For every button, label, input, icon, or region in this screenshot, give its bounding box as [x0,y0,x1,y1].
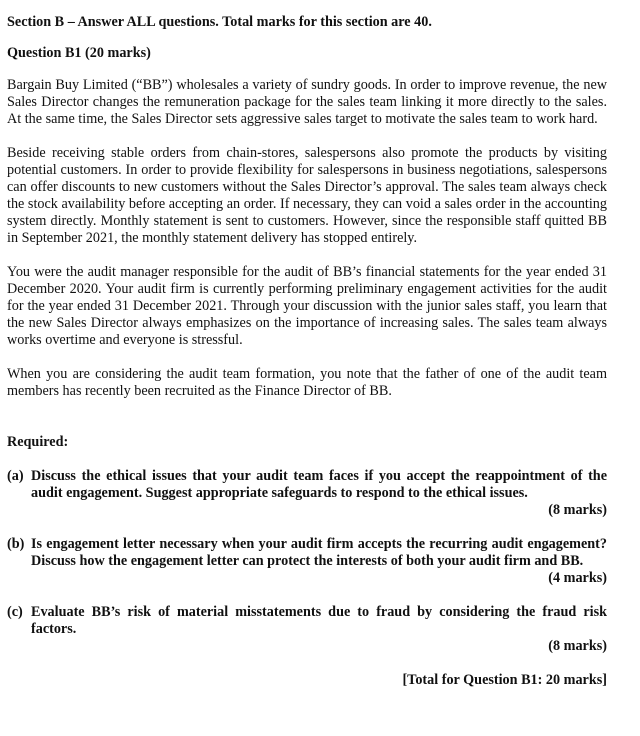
paragraph-company-background: Bargain Buy Limited (“BB”) wholesales a variety of sundry goods. In order to improve revenue, the new Sales Director changes the remuneration package for the sales team linking it more directly to the sales. At the same time, the Sales Director sets aggressive sales target to motivate the sales team to work hard. [7,77,607,127]
requirement-marks: (8 marks) [548,502,607,518]
requirement-label: (b) [7,536,25,552]
requirement-marks: (8 marks) [548,638,607,654]
requirement-body [31,536,607,587]
required-label: Required: [7,434,69,450]
question-total: [Total for Question B1: 20 marks] [402,672,607,688]
requirement-a [7,468,607,519]
question-title: Question B1 (20 marks) [7,45,151,61]
requirement-c [7,604,607,655]
requirement-label: (a) [7,468,24,484]
section-heading: Section B – Answer ALL questions. Total marks for this section are 40. [7,14,432,30]
requirement-text: Is engagement letter necessary when your audit firm accepts the recurring audit engagement? Discuss how the engagement letter can protect the interests of both your audit firm and BB. [31,536,607,569]
requirement-marks: (4 marks) [548,570,607,586]
requirement-text: Discuss the ethical issues that your audit team faces if you accept the reappointment of the audit engagement. Suggest appropriate safeguards to respond to the ethical issues. [31,468,607,501]
paragraph-sales-process: Beside receiving stable orders from chain-stores, salespersons also promote the products by visiting potential customers. In order to provide flexibility for salespersons in business negotiations, salespersons can offer discounts to new customers without the Sales Director’s approval. The sales team always check the stock availability before accepting an order. If necessary, they can void a sales order in the accounting system directly. Monthly statement is sent to customers. However, since the responsible staff quitted BB in September 2021, the monthly statement delivery has stopped entirely. [7,145,607,246]
paragraph-audit-team: When you are considering the audit team formation, you note that the father of one of the audit team members has recently been recruited as the Finance Director of BB. [7,366,607,399]
paragraph-audit-context: You were the audit manager responsible for the audit of BB’s financial statements for the year ended 31 December 2020. Your audit firm is currently performing preliminary engagement activities for the audit for the year ended 31 December 2021. Through your discussion with the junior sales staff, you learn that the new Sales Director always emphasizes on the importance of increasing sales. The sales team always works overtime and everyone is stressful. [7,264,607,348]
requirement-text: Evaluate BB’s risk of material misstatements due to fraud by considering the fraud risk factors. [31,604,607,637]
requirement-body [31,604,607,655]
requirement-b [7,536,607,587]
requirement-label: (c) [7,604,23,620]
requirement-body [31,468,607,519]
